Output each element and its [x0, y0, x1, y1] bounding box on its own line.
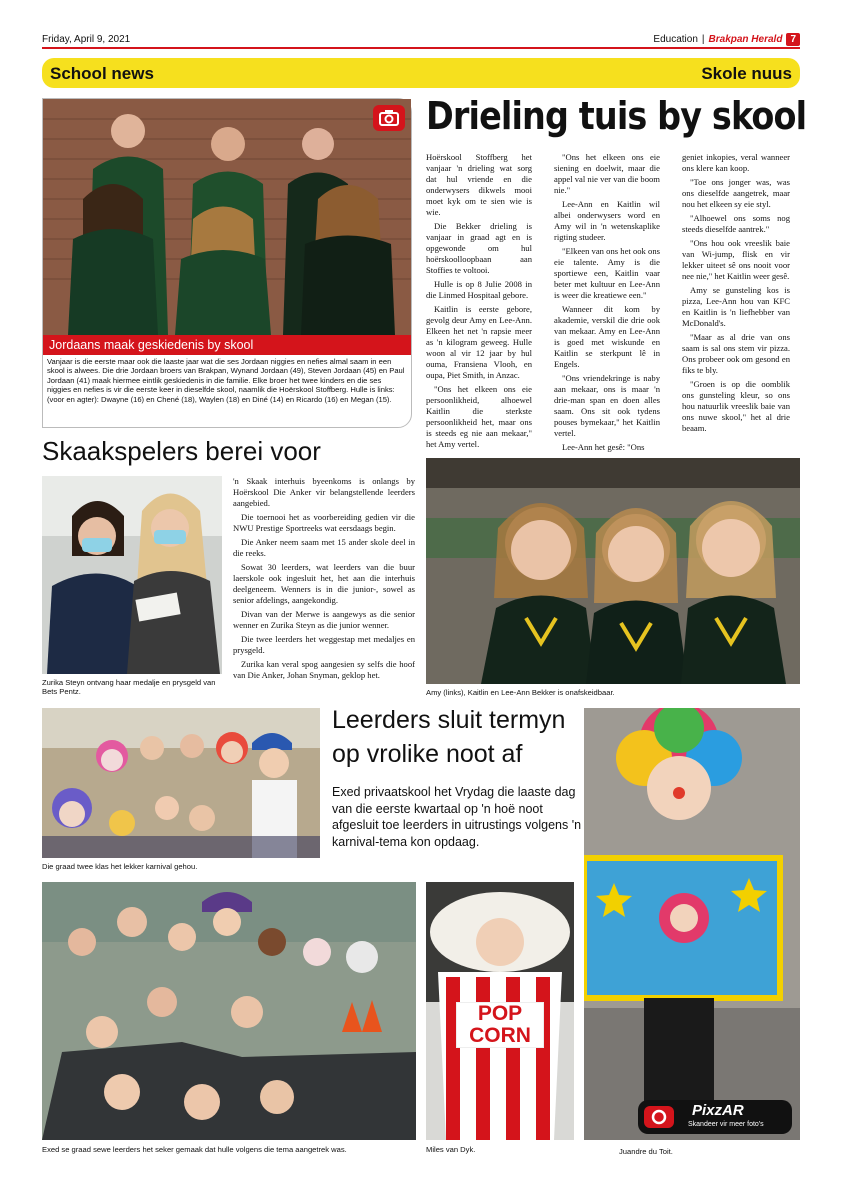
- chess-photo: [42, 476, 222, 674]
- section-name: Education: [653, 34, 698, 45]
- grade7-caption: Exed se graad sewe leerders het seker gemaak dat hulle volgens die tema aangetrek was.: [42, 1145, 347, 1154]
- para: "Ons vriendekringe is naby aan mekaar, ons is maar 'n drie-man span en doen alles saam. Ons sit ook tydens pouses bymekaar," het Kaitlin vertel.: [554, 373, 660, 438]
- popcorn-line-2: CORN: [469, 1024, 531, 1048]
- para: Die toernooi het as voorbereiding gedien vir die NWU Prestige Sportreeks wat eersdaags begin.: [233, 512, 415, 533]
- para: Zurika kan veral spog aangesien sy selfs die hoof van Die Anker, Johan Snyman, geklop het.: [233, 659, 415, 680]
- para: Lee-Ann en Kaitlin wil albei onderwysers word en Amy wil in 'n wetenskaplike rigting studeer.: [554, 199, 660, 242]
- headline-line-1: Leerders sluit termyn: [332, 706, 566, 734]
- drieling-col-3: [682, 152, 790, 437]
- headline-line-2: op vrolike noot af: [332, 739, 523, 768]
- juandre-photo: [584, 708, 800, 1140]
- para: "Ons hou ook vreeslik baie van Wi-jump, flisk en vir lekker uiteet sê ons nooit voor nee nie," het Kaitlin weer gesê.: [682, 238, 790, 281]
- para: geniet inkopies, veral wanneer ons klere kan koop.: [682, 152, 790, 173]
- carnival-body: Exed privaatskool het Vrydag die laaste dag van die eerste kwartaal op 'n hoë noot afgesluit toe leerders in uitrustings volgens 'n karnival-tema kon opdaag.: [332, 785, 582, 849]
- para: Kaitlin is eerste gebore, gevolg deur Amy en Lee-Ann. Elkeen het net 'n rapsie meer as 'n kilogram geweeg. Hulle woon al vir 12 jaar by hul ouma, Fransiena Vlooh, en oupa, Piet Smith, in Anzac.: [426, 304, 532, 380]
- para: Die Anker neem saam met 15 ander skole deel in die reeks.: [233, 537, 415, 558]
- section-band: [42, 58, 800, 88]
- camera-icon: [373, 105, 405, 131]
- para: "Elkeen van ons het ook ons eie talente. Amy is die sportiewe een, Kaitlin vaar beter met kultuur en Lee-Ann is weer die kreatiewe een.": [554, 246, 660, 300]
- para: "Maar as al drie van ons saam is sal ons stem vir pizza. Ons probeer ook om gesond en fiks te bly.: [682, 332, 790, 375]
- jordaan-caption: Vanjaar is die eerste maar ook die laaste jaar wat die ses Jordaan niggies en nefies almal saam in een skool is alwees. Die drie Jordaan broers van Brakpan, Wynand Jordaan (49), Steven Jordaan (45) en Paul Jordaan (41) maak hiermee eintlik geskiedenis in die familie. Elke broer het twee kinders en die ses niggies en nefies is vir die eerste keer in dieselfde skool, naamlik die Hoërskool Stoffberg. Hulle is links: (voor en agter): Dwayne (16) en Chené (18), Waylen (18) en Diné (14) en Ricardo (16) en Megan (15).: [47, 357, 405, 404]
- camera-icon: [644, 1106, 674, 1128]
- drieling-col-1: [426, 152, 532, 453]
- brand-name: Brakpan Herald: [708, 34, 783, 45]
- popcorn-sign: [456, 1002, 544, 1048]
- chess-headline: Skaakspelers berei voor: [42, 436, 321, 466]
- jordaan-story-box: [42, 98, 412, 428]
- para: Lee-Ann het gesê: "Ons: [562, 442, 645, 452]
- triplets-caption: Amy (links), Kaitlin en Lee-Ann Bekker is onafskeidbaar.: [426, 688, 615, 697]
- triplets-photo: [426, 458, 800, 684]
- page-number: 7: [786, 33, 800, 46]
- section-title-en: School news: [50, 64, 154, 83]
- para: "Ons het elkeen ons eie siening en doelwit, maar die appel val nie ver van die boom nie.": [554, 152, 660, 195]
- drieling-col-2: [554, 152, 660, 456]
- pixzar-label: PixzAR: [692, 1102, 744, 1119]
- header-rule: [42, 47, 800, 49]
- chess-body: [233, 476, 415, 684]
- jordaan-photo-title: Jordaans maak geskiedenis by skool: [43, 335, 411, 355]
- jordaan-photo: [43, 99, 411, 335]
- carnival-headline: [332, 704, 565, 772]
- para: Sowat 30 leerders, wat leerders van die buur laerskole ook ingesluit het, het aan die interhuis deelgeneem. Wenners is in die junior-, sowel as senior afdelings, aangekondig.: [233, 562, 415, 605]
- popcorn-line-1: POP: [477, 1002, 523, 1025]
- chess-caption: Zurika Steyn ontvang haar medalje en prysgeld van Bets Pentz.: [42, 678, 216, 697]
- drieling-headline: Drieling tuis by skool: [426, 94, 807, 138]
- pixzar-badge: [638, 1100, 792, 1134]
- juandre-caption: Juandre du Toit.: [619, 1147, 673, 1156]
- grade2-caption: Die graad twee klas het lekker karnival gehou.: [42, 862, 198, 871]
- para: Amy se gunsteling kos is pizza, Lee-Ann hou van KFC en Kaitlin is 'n liefhebber van McDonald's.: [682, 285, 790, 328]
- para: "Groen is op die oomblik ons gunsteling kleur, so ons hou natuurlik vreeslik baie van ons nuwe skool," het al drie beaam.: [682, 379, 790, 433]
- para: Die Bekker drieling is vanjaar in graad agt en is opgewonde om hul hoërskoolloopbaan aan Stoffies te voltooi.: [426, 221, 532, 275]
- grade7-photo: [42, 882, 416, 1140]
- section-title-af: Skole nuus: [701, 64, 792, 83]
- grade2-photo: [42, 708, 320, 858]
- miles-photo: [426, 882, 574, 1140]
- pixzar-sub: Skandeer vir meer foto's: [688, 1121, 764, 1128]
- para: "Toe ons jonger was, was ons dieselfde aangetrek, maar nou het elkeen sy eie styl.: [682, 177, 790, 209]
- para: "Ons het elkeen ons eie persoonlikheid, alhoewel Kaitlin die sterkste persoonlikheid het, maar ons is steeds eg nie aan mekaar," het Amy vertel.: [426, 384, 532, 449]
- para: 'n Skaak interhuis byeenkoms is onlangs by Hoërskool Die Anker vir belangstellende leerders aangebied.: [233, 476, 415, 508]
- para: Wanneer dit kom by akademie, verskil die drie ook van mekaar. Amy en Lee-Ann is goed met wiskunde en Kaitlin se sterkpunt lê in Engels.: [554, 304, 660, 369]
- para: Die twee leerders het weggestap met medaljes en prysgeld.: [233, 634, 415, 655]
- masthead: [653, 33, 800, 46]
- para: Hoërskool Stoffberg het vanjaar 'n drieling wat sorg dat hul vriende en die onderwysers dikwels mooi moet kyk om te sien wie is wie.: [426, 152, 532, 217]
- para: Divan van der Merwe is aangewys as die senior wenner en Zurika Steyn as die junior wenner.: [233, 609, 415, 630]
- separator: |: [701, 34, 705, 45]
- para: Hulle is op 8 Julie 2008 in die Linmed Hospitaal gebore.: [426, 279, 532, 300]
- para: "Alhoewel ons soms nog steeds dieselfde aantrek.": [682, 213, 790, 234]
- issue-date: Friday, April 9, 2021: [42, 34, 131, 45]
- miles-caption: Miles van Dyk.: [426, 1145, 476, 1154]
